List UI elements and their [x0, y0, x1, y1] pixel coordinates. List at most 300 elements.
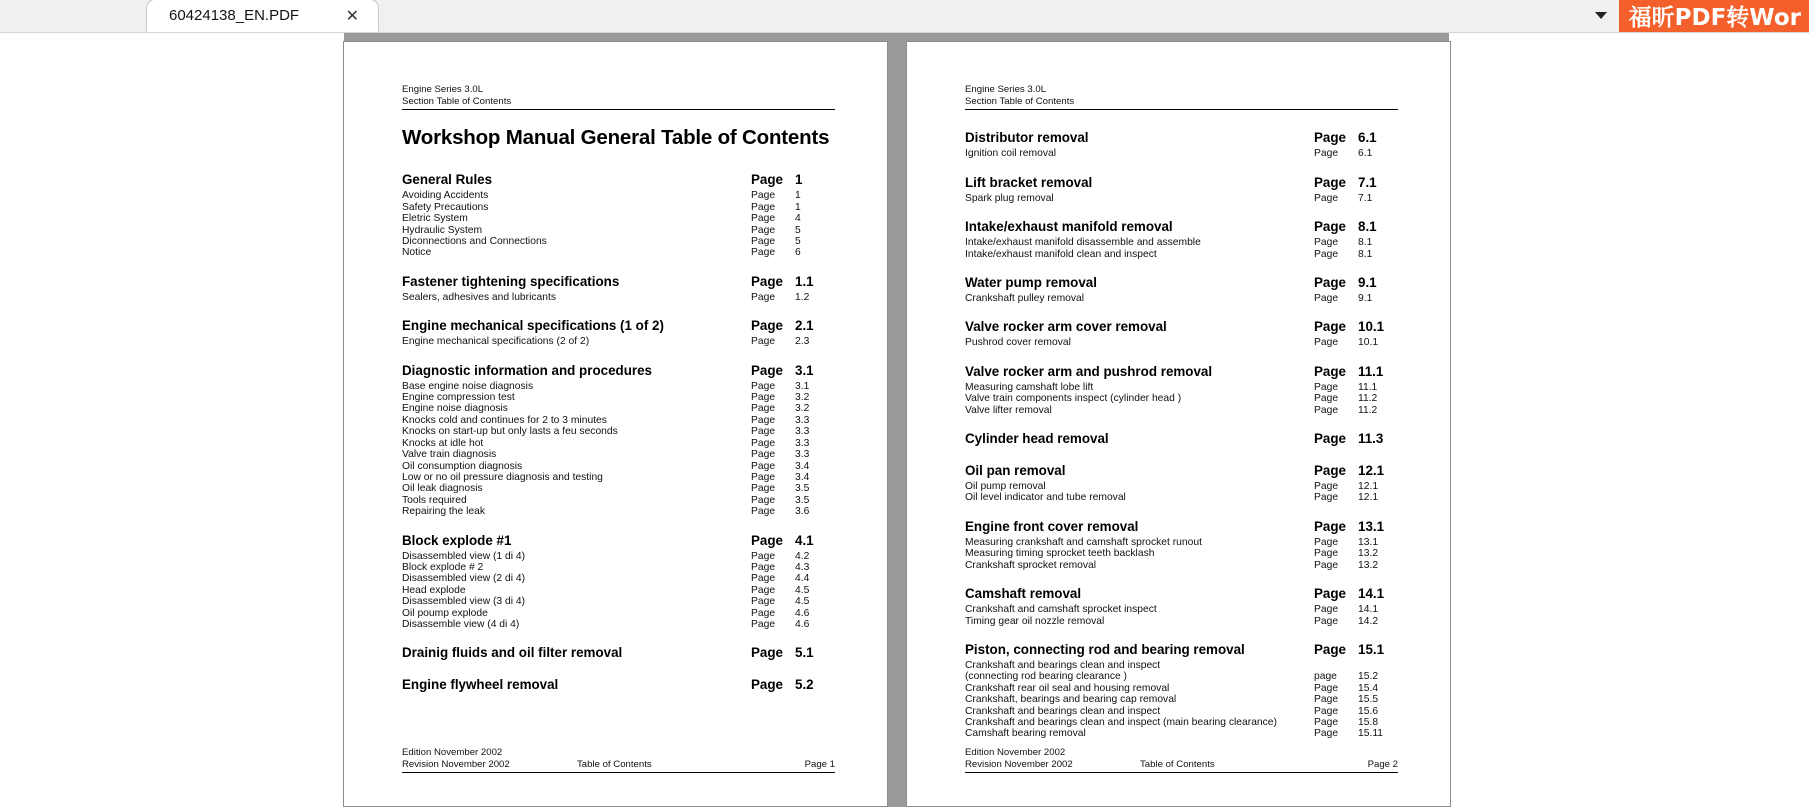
toc-entry[interactable]	[402, 190, 835, 201]
toc-entry[interactable]	[965, 237, 1398, 248]
toc-section-heading[interactable]	[965, 317, 1398, 336]
toc-page-number: 15.11	[1358, 728, 1384, 740]
toc-page-word: Page	[751, 471, 776, 483]
toc-entry-label: Valve rocker arm cover removal	[965, 319, 1167, 335]
toc-entry-label: Cylinder head removal	[965, 431, 1109, 447]
toc-entry-label: Notice	[402, 247, 432, 259]
toc-page-word: Page	[751, 596, 776, 608]
toc-entry-label: Disassemble view (4 di 4)	[402, 618, 520, 630]
toc-group	[402, 361, 835, 518]
toc-entry[interactable]	[402, 213, 835, 224]
toc-entry-label: Oil pump removal	[965, 481, 1046, 493]
toc-entry-page	[751, 392, 835, 403]
toc-entry-label: Engine mechanical specifications (1 of 2)	[402, 318, 664, 334]
toc-group	[965, 429, 1398, 448]
tab-previous[interactable]	[0, 0, 152, 32]
toc-page-word: Page	[1314, 463, 1347, 479]
toc-page-word: Page	[751, 273, 784, 289]
toc-entry[interactable]	[965, 492, 1398, 503]
toc-entry-page	[751, 236, 835, 247]
toc-entry[interactable]	[402, 608, 835, 619]
toc-section-heading[interactable]	[965, 173, 1398, 192]
toc-entry-page	[751, 449, 835, 460]
toc-entry[interactable]	[402, 438, 835, 449]
toc-page-word: Page	[751, 573, 776, 585]
toc-page-number: 6.1	[1358, 130, 1377, 146]
toc-group	[965, 173, 1398, 204]
toc-entry-page	[1314, 382, 1398, 393]
toc-page-number: 4.5	[795, 596, 810, 608]
toc-page-number: 15.1	[1358, 641, 1385, 657]
toc-page-word: Page	[751, 437, 776, 449]
toc-entry[interactable]	[402, 619, 835, 630]
toc-entry-label: Crankshaft and bearings clean and inspect	[965, 705, 1161, 717]
toc-entry-page	[1314, 683, 1398, 694]
toc-entry-label: Valve train diagnosis	[402, 449, 497, 461]
toc-entry-page	[751, 506, 835, 517]
toc-entry-page	[1314, 148, 1398, 159]
toc-entry-label: Drainig fluids and oil filter removal	[402, 645, 623, 661]
toc-entry-label: Knocks cold and continues for 2 to 3 minutes	[402, 414, 607, 426]
toc-entry-page	[751, 225, 835, 236]
toc-entry-page	[1314, 193, 1398, 204]
toc-entry-label: Lift bracket removal	[965, 174, 1093, 190]
toc-section-heading[interactable]	[965, 362, 1398, 381]
toc-entry-page	[1314, 173, 1398, 192]
toc-group	[965, 584, 1398, 627]
toc-page-word: Page	[1314, 275, 1347, 291]
toc-page-word: Page	[751, 532, 784, 548]
toc-page-word: Page	[1314, 237, 1339, 249]
toc-page-word: Page	[751, 236, 776, 248]
toc-page-word: Page	[751, 201, 776, 213]
chevron-down-icon	[1595, 12, 1607, 19]
toc-entry[interactable]	[965, 717, 1398, 728]
toc-page-word: Page	[751, 561, 776, 573]
toc-page-word: Page	[1314, 174, 1347, 190]
toc-section-heading[interactable]	[965, 584, 1398, 603]
toc-page-word: Page	[1314, 682, 1339, 694]
footer-revision: Revision November 2002	[965, 758, 1073, 770]
toc-entry-page	[751, 472, 835, 483]
toc-entry-label: Disassembled view (3 di 4)	[402, 596, 526, 608]
toc-entry-label: Tools required	[402, 494, 467, 506]
toc-entry-label: Camshaft bearing removal	[965, 728, 1086, 740]
close-icon[interactable]: ✕	[345, 5, 359, 25]
toc-section-heading[interactable]	[965, 128, 1398, 147]
toc-entry-page	[1314, 429, 1398, 448]
toc-entry-label: Intake/exhaust manifold disassemble and assemble	[965, 237, 1201, 249]
toc-entry-page	[1314, 393, 1398, 404]
toc-entry-page	[751, 247, 835, 258]
toc-entry-page	[751, 619, 835, 630]
toc-page-number: 1.1	[795, 273, 814, 289]
toc-page-number: 15.8	[1358, 716, 1379, 728]
toc-entry[interactable]	[402, 461, 835, 472]
toc-page-word: Page	[751, 618, 776, 630]
pdf-viewer-canvas[interactable]	[0, 33, 1809, 807]
toc-entry[interactable]	[965, 728, 1398, 739]
toc-entry-page	[751, 415, 835, 426]
toc-entry-label: Engine compression test	[402, 392, 515, 404]
pdf-page-2-content	[965, 84, 1398, 780]
toc-entry[interactable]	[402, 573, 835, 584]
toc-entry-label: Crankshaft sprocket removal	[965, 559, 1097, 571]
toc-entry-page	[751, 361, 835, 380]
toc-entry-label: Measuring timing sprocket teeth backlash	[965, 548, 1155, 560]
toc-page-number: 11.2	[1358, 404, 1378, 416]
toc-page-word: Page	[751, 414, 776, 426]
toc-entry-label: Intake/exhaust manifold removal	[965, 219, 1173, 235]
toc-page-number: 8.1	[1358, 248, 1373, 260]
toc-section-heading[interactable]	[402, 316, 835, 335]
toc-page-number: 13.2	[1358, 548, 1379, 560]
toc-page-number: 3.4	[795, 471, 810, 483]
toc-page-number: 4.3	[795, 561, 810, 573]
toc-entry-page	[751, 495, 835, 506]
toc-entry-label: Repairing the leak	[402, 506, 485, 518]
toc-page-number: 6	[795, 247, 801, 259]
toc-page-number: 4.4	[795, 573, 810, 585]
toc-entry-page	[1314, 217, 1398, 236]
toc-section-heading[interactable]	[965, 217, 1398, 236]
toc-page-number: 4.5	[795, 584, 810, 596]
toc-entry[interactable]	[402, 562, 835, 573]
toc-page-number: 13.1	[1358, 518, 1385, 534]
toc-page-word: Page	[1314, 248, 1339, 260]
toc-page-word: Page	[1314, 319, 1347, 335]
toc-entry-page	[1314, 584, 1398, 603]
toc-entry-label: Sealers, adhesives and lubricants	[402, 291, 556, 303]
toc-entry-label: Engine front cover removal	[965, 518, 1139, 534]
tab-list-button[interactable]	[1583, 0, 1619, 32]
toc-page-number: 4.1	[795, 532, 814, 548]
toc-page-word: Page	[1314, 192, 1339, 204]
toc-entry-page	[1314, 249, 1398, 260]
toc-entry[interactable]	[402, 551, 835, 562]
toc-page-number: 5	[795, 224, 801, 236]
toc-page-number: 14.1	[1358, 604, 1379, 616]
toc-entry-label: Crankshaft and camshaft sprocket inspect	[965, 604, 1157, 616]
tab-60424138-en-pdf[interactable]	[146, 0, 379, 32]
toc-left	[402, 170, 835, 694]
toc-entry-label: Oil consumption diagnosis	[402, 460, 523, 472]
pdf-page-2-footer	[965, 747, 1398, 773]
toc-entry-page	[1314, 362, 1398, 381]
toc-page-number: 13.2	[1358, 559, 1379, 571]
pdf-page-2-header	[965, 84, 1398, 110]
toc-page-word: Page	[751, 584, 776, 596]
toc-entry[interactable]	[965, 616, 1398, 627]
toc-entry-label: Knocks at idle hot	[402, 437, 484, 449]
toc-entry-label: Spark plug removal	[965, 192, 1054, 204]
toc-entry-page	[1314, 237, 1398, 248]
toc-entry-label: Valve train components inspect (cylinder head )	[965, 393, 1182, 405]
toc-group	[965, 273, 1398, 304]
toc-page-number: 3.3	[795, 414, 810, 426]
footer-revision: Revision November 2002	[402, 758, 510, 770]
toc-entry[interactable]	[402, 292, 835, 303]
toc-section-heading[interactable]	[965, 640, 1398, 659]
toc-page-word: Page	[1314, 381, 1339, 393]
toc-entry[interactable]	[402, 415, 835, 426]
toc-page-word: Page	[1314, 404, 1339, 416]
toc-entry[interactable]	[402, 483, 835, 494]
toc-entry[interactable]	[402, 381, 835, 392]
toc-page-number: 2.1	[795, 318, 814, 334]
toc-entry-page	[751, 381, 835, 392]
toc-entry-page	[751, 596, 835, 607]
pdf-page-1-footer	[402, 747, 835, 773]
toc-entry[interactable]	[402, 426, 835, 437]
toc-entry[interactable]	[402, 202, 835, 213]
toc-section-heading[interactable]	[965, 461, 1398, 480]
toc-group	[965, 128, 1398, 159]
toc-entry-label: Crankshaft and bearings clean and inspect (main bearing clearance)	[965, 716, 1277, 728]
toc-entry-page	[751, 170, 835, 189]
toc-entry[interactable]	[402, 472, 835, 483]
toc-page-word: Page	[1314, 481, 1339, 493]
toc-page-number: 1	[795, 201, 801, 213]
toc-entry[interactable]	[402, 596, 835, 607]
toc-page-number: 3.6	[795, 506, 810, 518]
toc-entry-label: Engine mechanical specifications (2 of 2)	[402, 336, 590, 348]
toc-page-word: Page	[1314, 694, 1339, 706]
toc-entry-page	[1314, 517, 1398, 536]
toc-page-word: Page	[1314, 363, 1347, 379]
toc-page-word: Page	[1314, 716, 1339, 728]
toc-page-word: Page	[751, 190, 776, 202]
toc-entry-label: Measuring crankshaft and camshaft sprocket runout	[965, 536, 1202, 548]
toc-entry-page	[751, 316, 835, 335]
toc-entry-page	[751, 202, 835, 213]
toc-entry-label: General Rules	[402, 172, 493, 188]
toc-page-word: Page	[751, 449, 776, 461]
footer-page-number: Page 2	[1367, 758, 1398, 770]
toc-entry[interactable]	[965, 481, 1398, 492]
toc-entry-page	[1314, 405, 1398, 416]
toc-section-heading[interactable]	[402, 361, 835, 380]
toc-group	[965, 517, 1398, 571]
viewer-left-margin	[0, 33, 344, 807]
toc-page-word: Page	[751, 318, 784, 334]
toc-entry-page	[751, 551, 835, 562]
browser-tab-bar	[0, 0, 1809, 33]
toc-entry-label: Valve rocker arm and pushrod removal	[965, 363, 1213, 379]
toc-page-word: Page	[751, 494, 776, 506]
toc-group	[402, 643, 835, 662]
toc-entry-page	[751, 573, 835, 584]
toc-page-number: 15.6	[1358, 705, 1379, 717]
toc-entry-label: Base engine noise diagnosis	[402, 380, 534, 392]
toc-page-number: 10.1	[1358, 337, 1379, 349]
toc-entry[interactable]	[965, 671, 1398, 682]
toc-page-number: 3.3	[795, 449, 810, 461]
toc-page-word: Page	[1314, 604, 1339, 616]
toc-page-number: 1	[795, 172, 803, 188]
toc-entry-label: Disassembled view (2 di 4)	[402, 573, 526, 585]
toc-entry-page	[1314, 293, 1398, 304]
toc-page-word: Page	[751, 172, 784, 188]
pdf-page-2[interactable]	[906, 41, 1451, 807]
toc-entry[interactable]	[402, 392, 835, 403]
toc-page-word: Page	[1314, 536, 1339, 548]
toc-entry[interactable]	[965, 683, 1398, 694]
toc-entry-label: Water pump removal	[965, 275, 1097, 291]
toc-entry-label: Oil leak diagnosis	[402, 483, 483, 495]
toc-entry-page	[751, 213, 835, 224]
toc-entry-label: Low or no oil pressure diagnosis and testing	[402, 471, 603, 483]
toc-page-number: 3.5	[795, 483, 810, 495]
toc-group	[965, 362, 1398, 416]
toc-group	[965, 461, 1398, 504]
toc-entry[interactable]	[965, 249, 1398, 260]
toc-page-word: Page	[751, 645, 784, 661]
toc-entry-label: Oil pan removal	[965, 463, 1066, 479]
toc-page-number: 5.1	[795, 645, 814, 661]
toc-entry-page	[751, 336, 835, 347]
toc-entry[interactable]	[965, 694, 1398, 705]
toc-entry-label: Crankshaft and bearings clean and inspect	[965, 659, 1161, 671]
toc-entry-page	[751, 438, 835, 449]
toc-entry-label: Block explode #1	[402, 532, 512, 548]
toc-entry-page	[1314, 492, 1398, 503]
header-engine-series: Engine Series 3.0L	[402, 84, 484, 95]
toc-entry-page	[1314, 616, 1398, 627]
toc-entry-page	[751, 675, 835, 694]
toc-entry[interactable]	[402, 495, 835, 506]
page-gutter	[885, 33, 907, 807]
toc-entry-page	[1314, 273, 1398, 292]
toc-page-word: Page	[751, 392, 776, 404]
toc-page-number: 3.1	[795, 362, 814, 378]
toc-entry[interactable]	[965, 382, 1398, 393]
toc-page-number: 10.1	[1358, 319, 1385, 335]
toc-entry[interactable]	[402, 585, 835, 596]
header-section: Section Table of Contents	[965, 96, 1075, 108]
toc-page-number: 7.1	[1358, 174, 1377, 190]
toc-group	[965, 317, 1398, 348]
tab-active-label: 60424138_EN.PDF	[169, 7, 300, 24]
toc-page-number: 3.2	[795, 403, 810, 415]
toc-group	[402, 531, 835, 631]
toc-entry[interactable]	[402, 336, 835, 347]
toc-entry[interactable]	[965, 148, 1398, 159]
pdf-page-1[interactable]	[343, 41, 888, 807]
footer-page-number: Page 1	[804, 758, 835, 770]
toc-entry-label: Ignition coil removal	[965, 148, 1056, 160]
toc-page-number: 13.1	[1358, 536, 1379, 548]
toc-entry[interactable]	[965, 706, 1398, 717]
toc-page-number: 14.1	[1358, 586, 1385, 602]
toc-entry-label: Head explode	[402, 584, 466, 596]
toc-section-heading[interactable]	[402, 170, 835, 189]
toc-page-number: 3.4	[795, 460, 810, 472]
toc-section-heading[interactable]	[402, 675, 835, 694]
toc-entry[interactable]	[402, 506, 835, 517]
page-title: Workshop Manual General Table of Contents	[402, 126, 830, 150]
toc-entry[interactable]	[402, 449, 835, 460]
toc-section-heading[interactable]	[965, 273, 1398, 292]
toc-page-number: 7.1	[1358, 192, 1373, 204]
toc-entry[interactable]	[965, 405, 1398, 416]
brand-badge-foxit-pdf-to-word[interactable]: 福昕PDF转Wor	[1619, 0, 1809, 32]
footer-center-label: Table of Contents	[577, 758, 652, 770]
toc-entry[interactable]	[402, 403, 835, 414]
toc-entry-page	[1314, 537, 1398, 548]
toc-page-number: 5	[795, 236, 801, 248]
toc-entry[interactable]	[402, 247, 835, 258]
toc-entry-label: Crankshaft, bearings and bearing cap removal	[965, 694, 1177, 706]
toc-page-word: Page	[1314, 431, 1347, 447]
toc-entry[interactable]	[965, 660, 1398, 671]
toc-page-number: 4.2	[795, 550, 810, 562]
toc-entry-label: Eletric System	[402, 213, 468, 225]
toc-section-heading[interactable]	[402, 272, 835, 291]
toc-page-number: 9.1	[1358, 293, 1373, 305]
toc-page-word: Page	[751, 362, 784, 378]
toc-page-number: 1.2	[795, 291, 810, 303]
toc-section-heading[interactable]	[965, 517, 1398, 536]
toc-section-heading[interactable]	[402, 531, 835, 550]
toc-entry[interactable]	[402, 225, 835, 236]
toc-entry[interactable]	[402, 236, 835, 247]
toc-page-word: Page	[1314, 728, 1339, 740]
toc-page-word: Page	[1314, 130, 1347, 146]
toc-entry-page	[1314, 728, 1398, 739]
toc-entry[interactable]	[965, 560, 1398, 571]
toc-entry[interactable]	[965, 548, 1398, 559]
toc-page-word: Page	[751, 403, 776, 415]
toc-page-number: 3.2	[795, 392, 810, 404]
toc-page-number: 11.3	[1358, 431, 1384, 447]
toc-page-word: Page	[1314, 548, 1339, 560]
toc-page-word: Page	[1314, 337, 1339, 349]
toc-page-number: 6.1	[1358, 148, 1373, 160]
toc-page-word: Page	[751, 607, 776, 619]
toc-page-number: 9.1	[1358, 275, 1377, 291]
toc-entry-label: Timing gear oil nozzle removal	[965, 615, 1105, 627]
toc-entry-label: Disassembled view (1 di 4)	[402, 550, 526, 562]
toc-entry-label: Engine noise diagnosis	[402, 403, 508, 415]
toc-entry[interactable]	[965, 537, 1398, 548]
toc-section-heading[interactable]	[965, 429, 1398, 448]
toc-entry-page	[1314, 640, 1398, 659]
toc-entry-label: Avoiding Accidents	[402, 190, 489, 202]
toc-entry[interactable]	[965, 193, 1398, 204]
toc-entry[interactable]	[965, 604, 1398, 615]
toc-entry-label: Safety Precautions	[402, 201, 489, 213]
toc-entry-page	[1314, 337, 1398, 348]
toc-entry[interactable]	[965, 393, 1398, 404]
toc-entry[interactable]	[965, 337, 1398, 348]
toc-page-word: Page	[751, 506, 776, 518]
header-section: Section Table of Contents	[402, 96, 512, 108]
toc-section-heading[interactable]	[402, 643, 835, 662]
toc-page-number: 2.3	[795, 336, 810, 348]
toc-page-word: Page	[751, 677, 784, 693]
toc-entry-page	[751, 426, 835, 437]
toc-page-number: 8.1	[1358, 237, 1373, 249]
toc-entry-label: Diconnections and Connections	[402, 236, 547, 248]
toc-page-word: Page	[751, 224, 776, 236]
toc-page-word: Page	[751, 291, 776, 303]
toc-entry[interactable]	[965, 293, 1398, 304]
footer-center-label: Table of Contents	[1140, 758, 1215, 770]
toc-group	[402, 272, 835, 303]
viewer-right-margin	[1449, 33, 1809, 807]
toc-page-word: Page	[1314, 705, 1339, 717]
